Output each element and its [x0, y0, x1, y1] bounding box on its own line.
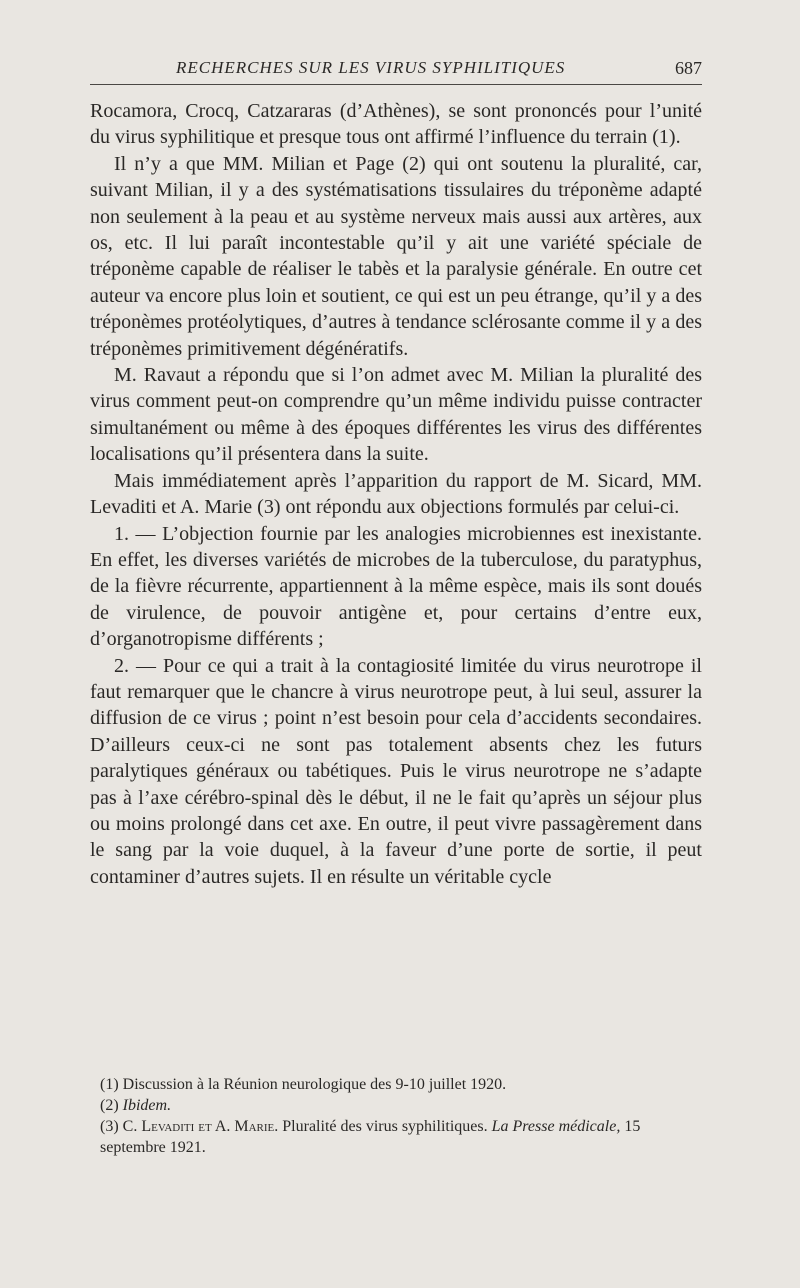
paragraph: Mais immédiatement après l’apparition du rapport de M. Sicard, MM. Levaditi et A. Marie (3) ont répondu aux objections formulés par celui-ci. [90, 469, 702, 519]
running-title: RECHERCHES SUR LES VIRUS SYPHILITIQUES [176, 58, 566, 77]
footnote [100, 1095, 702, 1116]
header-rule [90, 84, 702, 85]
page-number: 687 [675, 58, 702, 78]
footnote-number: (2) [100, 1097, 123, 1114]
footnote-number: (3) [100, 1118, 123, 1135]
paragraph: Rocamora, Crocq, Catzararas (d’Athènes), se sont prononcés pour l’unité du virus syphilitique et presque tous ont affirmé l’influence du terrain (1). [90, 100, 702, 149]
footnote [100, 1116, 702, 1158]
paragraph: Il n’y a que MM. Milian et Page (2) qui ont soutenu la pluralité, car, suivant Milian, il y a des systématisations tissulaires du tréponème adapté non seulement à la peau et au système nerveux mais aussi aux artères, aux os, etc. Il lui paraît incontestable qu’il y ait une variété spéciale de tréponème capable de réaliser le tabès et la paralysie générale. En outre cet auteur va encore plus loin et soutient, ce qui est un peu étrange, qu’il y a des tréponèmes protéolytiques, d’autres à tendance sclérosante comme il y a des tréponèmes primitivement dégénératifs. [90, 152, 702, 360]
paragraph: M. Ravaut a répondu que si l’on admet avec M. Milian la pluralité des virus comment peut-on comprendre qu’un même individu puisse contracter simultanément ou même à des époques différentes les virus des différentes localisations qu’il présentera dans la suite. [90, 364, 702, 466]
footnote-text: Pluralité des virus syphilitiques. [278, 1118, 492, 1135]
body-text [90, 98, 702, 890]
paragraph: 1. — L’objection fournie par les analogies microbiennes est inexistante. En effet, les diverses variétés de microbes de la tuberculose, du paratyphus, de la fièvre récurrente, appartiennent à la même espèce, mais ils sont doués de virulence, de pouvoir antigène et, pour certains d’entre eux, d’organotropisme différents ; [90, 522, 702, 651]
footnote-journal: La Presse médicale, [491, 1118, 621, 1135]
footnotes [100, 1074, 702, 1158]
footnote-date: 15 septembre 1921. [100, 1118, 641, 1156]
footnote-text: Ibidem. [122, 1097, 172, 1114]
page-header [90, 58, 702, 80]
footnote-authors: C. Levaditi et A. Marie. [122, 1118, 279, 1135]
paragraph: 2. — Pour ce qui a trait à la contagiosité limitée du virus neurotrope il faut remarquer que le chancre à virus neurotrope peut, à lui seul, assurer la diffusion de ce virus ; point n’est besoin pour cela d’accidents secondaires. D’ailleurs ceux-ci ne sont pas totalement absents chez les futurs paralytiques généraux ou tabétiques. Puis le virus neurotrope ne s’adapte pas à l’axe cérébro-spinal dès le début, il ne le fait qu’après un séjour plus ou moins prolongé dans cet axe. En outre, il peut vivre passagèrement dans le sang par la voie duquel, à la faveur d’une porte de sortie, il peut contaminer d’autres sujets. Il en résulte un véritable cycle [90, 654, 702, 888]
footnote: (1) Discussion à la Réunion neurologique des 9-10 juillet 1920. [100, 1076, 507, 1093]
